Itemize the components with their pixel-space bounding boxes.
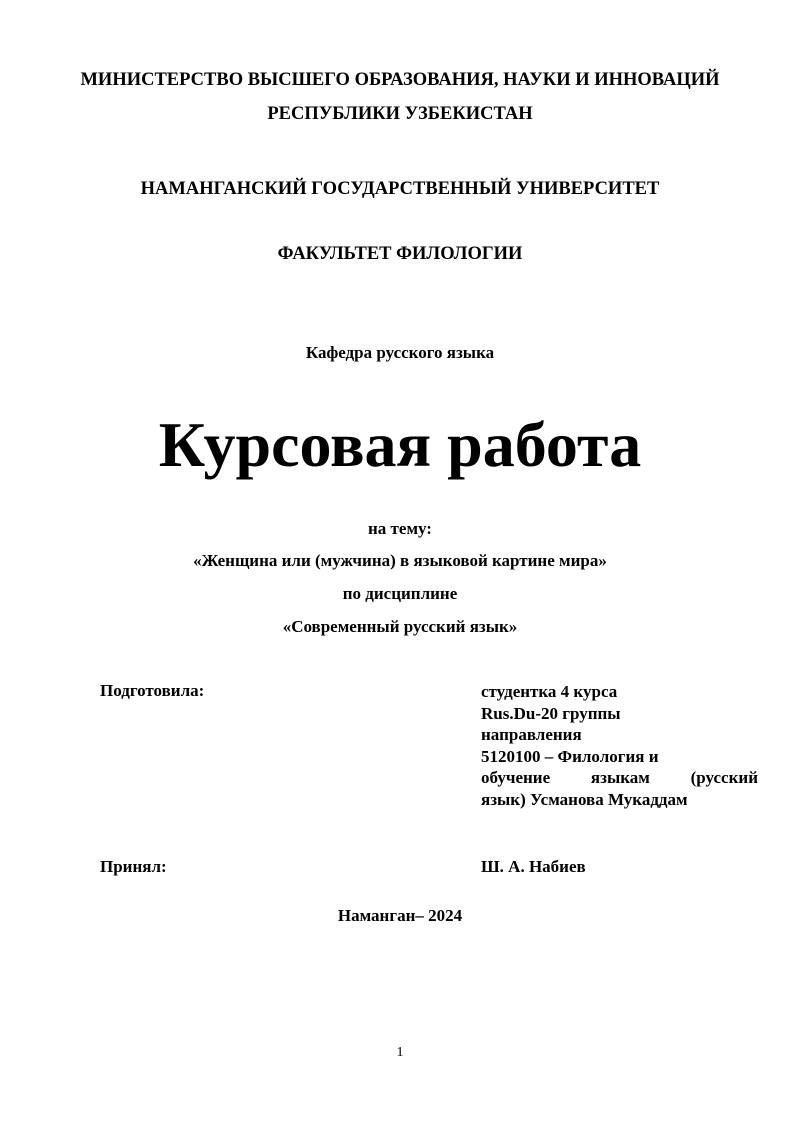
student-line-justified xyxy=(481,767,758,789)
student-word: (русский xyxy=(690,768,758,787)
ministry-line-1: МИНИСТЕРСТВО ВЫСШЕГО ОБРАЗОВАНИЯ, НАУКИ И ИННОВАЦИЙ xyxy=(80,70,720,90)
city-year: Наманган– 2024 xyxy=(337,906,463,925)
supervisor-name: Ш. А. Набиев xyxy=(481,857,586,876)
student-word: обучение xyxy=(481,768,551,787)
discipline-name: «Современный русский язык» xyxy=(282,617,518,636)
topic-text: «Женщина или (мужчина) в языковой картине мира» xyxy=(193,551,607,570)
student-line: студентка 4 курса xyxy=(481,682,618,701)
faculty-name: ФАКУЛЬТЕТ ФИЛОЛОГИИ xyxy=(277,244,523,264)
student-info xyxy=(481,681,758,810)
student-line: 5120100 – Филология и xyxy=(481,746,659,766)
student-word: языкам xyxy=(590,768,650,787)
page-number: 1 xyxy=(396,1045,404,1060)
discipline-label: по дисциплине xyxy=(342,584,458,603)
student-line: Rus.Du-20 группы xyxy=(481,703,621,723)
university-name: НАМАНГАНСКИЙ ГОСУДАРСТВЕННЫЙ УНИВЕРСИТЕТ xyxy=(140,179,660,199)
student-name-line: язык) Усманова Мукаддам xyxy=(481,789,688,809)
accepted-label: Принял: xyxy=(100,857,167,876)
department-name: Кафедра русского языка xyxy=(305,343,495,362)
student-line: направления xyxy=(481,725,582,744)
ministry-line-2: РЕСПУБЛИКИ УЗБЕКИСТАН xyxy=(267,104,533,124)
prepared-label: Подготовила: xyxy=(100,681,205,700)
topic-label: на тему: xyxy=(368,519,432,538)
document-title: Курсовая работа xyxy=(158,409,642,480)
